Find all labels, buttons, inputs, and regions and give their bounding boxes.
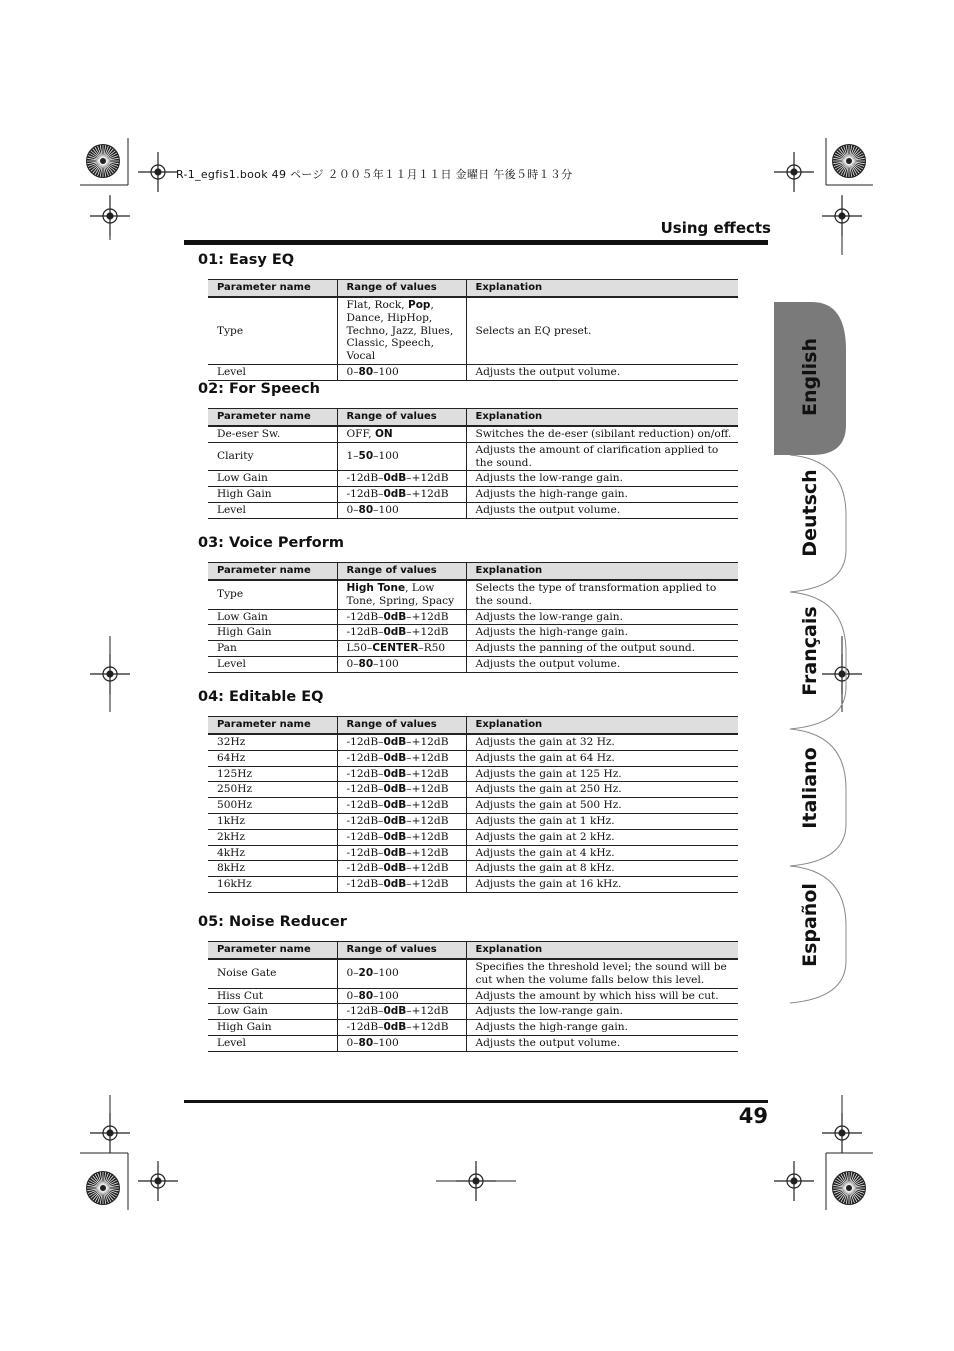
explanation-cell: Adjusts the gain at 500 Hz. <box>466 798 738 814</box>
column-header-explanation: Explanation <box>466 942 738 960</box>
explanation-cell: Specifies the threshold level; the sound will be cut when the volume falls below this level. <box>466 959 738 988</box>
explanation-cell: Selects the type of transformation applied to the sound. <box>466 580 738 609</box>
column-header-name: Parameter name <box>208 409 337 427</box>
range-values-cell: 1–50–100 <box>337 442 466 471</box>
parameter-name-cell: Level <box>208 364 337 380</box>
parameter-name-cell: 500Hz <box>208 798 337 814</box>
parameter-name-cell: Clarity <box>208 442 337 471</box>
table-row <box>208 829 738 845</box>
range-values-cell: -12dB–0dB–+12dB <box>337 734 466 750</box>
range-values-cell: -12dB–0dB–+12dB <box>337 487 466 503</box>
parameter-name-cell: Level <box>208 656 337 672</box>
section-title-voice-perform: 03: Voice Perform <box>198 535 345 551</box>
explanation-cell: Adjusts the gain at 16 kHz. <box>466 877 738 893</box>
parameter-table-easy-eq <box>208 279 738 381</box>
range-values-cell: -12dB–0dB–+12dB <box>337 782 466 798</box>
sunburst-mark-icon <box>832 144 866 178</box>
parameter-name-cell: 16kHz <box>208 877 337 893</box>
table-header-row <box>208 563 738 581</box>
range-values-cell: -12dB–0dB–+12dB <box>337 861 466 877</box>
explanation-cell: Adjusts the low-range gain. <box>466 609 738 625</box>
parameter-name-cell: 1kHz <box>208 813 337 829</box>
section-title-for-speech: 02: For Speech <box>198 381 320 397</box>
parameter-name-cell: Low Gain <box>208 471 337 487</box>
column-header-name: Parameter name <box>208 563 337 581</box>
parameter-name-cell: High Gain <box>208 487 337 503</box>
range-values-cell: -12dB–0dB–+12dB <box>337 750 466 766</box>
table-row <box>208 656 738 672</box>
table-row <box>208 442 738 471</box>
explanation-cell: Adjusts the gain at 8 kHz. <box>466 861 738 877</box>
range-values-cell: 0–80–100 <box>337 502 466 518</box>
parameter-name-cell: High Gain <box>208 625 337 641</box>
table-row <box>208 813 738 829</box>
parameter-table-noise-reducer <box>208 941 738 1052</box>
explanation-cell: Adjusts the high-range gain. <box>466 487 738 503</box>
explanation-cell: Switches the de-eser (sibilant reduction) on/off. <box>466 426 738 442</box>
table-row <box>208 502 738 518</box>
sunburst-mark-icon <box>86 1171 120 1205</box>
parameter-name-cell: Type <box>208 580 337 609</box>
range-values-cell: -12dB–0dB–+12dB <box>337 798 466 814</box>
table-row <box>208 625 738 641</box>
explanation-cell: Adjusts the gain at 1 kHz. <box>466 813 738 829</box>
explanation-cell: Selects an EQ preset. <box>466 297 738 364</box>
explanation-cell: Adjusts the low-range gain. <box>466 1004 738 1020</box>
explanation-cell: Adjusts the low-range gain. <box>466 471 738 487</box>
parameter-name-cell: Level <box>208 502 337 518</box>
explanation-cell: Adjusts the gain at 125 Hz. <box>466 766 738 782</box>
table-row <box>208 471 738 487</box>
parameter-name-cell: Noise Gate <box>208 959 337 988</box>
column-header-range: Range of values <box>337 717 466 735</box>
language-tab-espanol[interactable]: Español <box>799 883 821 967</box>
range-values-cell: -12dB–0dB–+12dB <box>337 1004 466 1020</box>
explanation-cell: Adjusts the output volume. <box>466 1035 738 1051</box>
range-values-cell: OFF, ON <box>337 426 466 442</box>
range-values-cell: High Tone, Low Tone, Spring, Spacy <box>337 580 466 609</box>
table-row <box>208 959 738 988</box>
table-row <box>208 782 738 798</box>
parameter-name-cell: Level <box>208 1035 337 1051</box>
language-tab-deutsch[interactable]: Deutsch <box>799 469 821 557</box>
table-row <box>208 845 738 861</box>
explanation-cell: Adjusts the output volume. <box>466 364 738 380</box>
language-tab-english[interactable]: English <box>799 338 821 416</box>
parameter-name-cell: High Gain <box>208 1020 337 1036</box>
section-title-noise-reducer: 05: Noise Reducer <box>198 914 347 930</box>
explanation-cell: Adjusts the gain at 250 Hz. <box>466 782 738 798</box>
column-header-name: Parameter name <box>208 717 337 735</box>
table-row <box>208 750 738 766</box>
explanation-cell: Adjusts the gain at 32 Hz. <box>466 734 738 750</box>
range-values-cell: -12dB–0dB–+12dB <box>337 609 466 625</box>
table-row <box>208 364 738 380</box>
parameter-name-cell: De-eser Sw. <box>208 426 337 442</box>
explanation-cell: Adjusts the output volume. <box>466 502 738 518</box>
explanation-cell: Adjusts the panning of the output sound. <box>466 641 738 657</box>
column-header-range: Range of values <box>337 409 466 427</box>
explanation-cell: Adjusts the amount of clarification applied to the sound. <box>466 442 738 471</box>
column-header-explanation: Explanation <box>466 563 738 581</box>
table-row <box>208 609 738 625</box>
parameter-name-cell: Hiss Cut <box>208 988 337 1004</box>
column-header-name: Parameter name <box>208 280 337 298</box>
range-values-cell: 0–20–100 <box>337 959 466 988</box>
column-header-range: Range of values <box>337 280 466 298</box>
range-values-cell: -12dB–0dB–+12dB <box>337 1020 466 1036</box>
table-row <box>208 426 738 442</box>
range-values-cell: 0–80–100 <box>337 656 466 672</box>
explanation-cell: Adjusts the high-range gain. <box>466 1020 738 1036</box>
range-values-cell: 0–80–100 <box>337 988 466 1004</box>
table-row <box>208 798 738 814</box>
table-row <box>208 988 738 1004</box>
parameter-name-cell: 64Hz <box>208 750 337 766</box>
table-row <box>208 487 738 503</box>
column-header-explanation: Explanation <box>466 280 738 298</box>
column-header-explanation: Explanation <box>466 717 738 735</box>
footer-rule <box>184 1100 768 1103</box>
explanation-cell: Adjusts the gain at 4 kHz. <box>466 845 738 861</box>
language-tab-italiano[interactable]: Italiano <box>799 747 821 829</box>
table-header-row <box>208 717 738 735</box>
table-row <box>208 1004 738 1020</box>
table-row <box>208 1020 738 1036</box>
range-values-cell: -12dB–0dB–+12dB <box>337 471 466 487</box>
table-row <box>208 1035 738 1051</box>
range-values-cell: -12dB–0dB–+12dB <box>337 766 466 782</box>
column-header-range: Range of values <box>337 563 466 581</box>
parameter-name-cell: 250Hz <box>208 782 337 798</box>
printer-slug-line: R-1_egfis1.book 49 ページ ２００５年１１月１１日 金曜日 午後５時１３分 <box>176 168 573 181</box>
range-values-cell: -12dB–0dB–+12dB <box>337 813 466 829</box>
explanation-cell: Adjusts the gain at 64 Hz. <box>466 750 738 766</box>
explanation-cell: Adjusts the gain at 2 kHz. <box>466 829 738 845</box>
range-values-cell: -12dB–0dB–+12dB <box>337 829 466 845</box>
table-row <box>208 580 738 609</box>
parameter-name-cell: 8kHz <box>208 861 337 877</box>
language-tabs <box>772 300 848 1005</box>
table-row <box>208 734 738 750</box>
sunburst-mark-icon <box>86 144 120 178</box>
table-row <box>208 861 738 877</box>
section-title-easy-eq: 01: Easy EQ <box>198 252 295 268</box>
parameter-table-editable-eq <box>208 716 738 893</box>
range-values-cell: 0–80–100 <box>337 364 466 380</box>
parameter-name-cell: 2kHz <box>208 829 337 845</box>
range-values-cell: -12dB–0dB–+12dB <box>337 877 466 893</box>
table-header-row <box>208 942 738 960</box>
table-row <box>208 297 738 364</box>
parameter-name-cell: Type <box>208 297 337 364</box>
table-row <box>208 877 738 893</box>
column-header-name: Parameter name <box>208 942 337 960</box>
explanation-cell: Adjusts the output volume. <box>466 656 738 672</box>
running-header: Using effects <box>660 219 771 237</box>
explanation-cell: Adjusts the amount by which hiss will be cut. <box>466 988 738 1004</box>
parameter-table-for-speech <box>208 408 738 519</box>
parameter-name-cell: 32Hz <box>208 734 337 750</box>
language-tab-francais[interactable]: Français <box>799 606 821 696</box>
parameter-table-voice-perform <box>208 562 738 673</box>
parameter-name-cell: 125Hz <box>208 766 337 782</box>
parameter-name-cell: Low Gain <box>208 1004 337 1020</box>
range-values-cell: 0–80–100 <box>337 1035 466 1051</box>
explanation-cell: Adjusts the high-range gain. <box>466 625 738 641</box>
table-row <box>208 641 738 657</box>
range-values-cell: -12dB–0dB–+12dB <box>337 625 466 641</box>
table-row <box>208 766 738 782</box>
table-header-row <box>208 409 738 427</box>
section-title-editable-eq: 04: Editable EQ <box>198 689 324 705</box>
range-values-cell: L50–CENTER–R50 <box>337 641 466 657</box>
page-number: 49 <box>738 1104 768 1128</box>
range-values-cell: Flat, Rock, Pop, Dance, HipHop, Techno, Jazz, Blues, Classic, Speech, Vocal <box>337 297 466 364</box>
sunburst-mark-icon <box>832 1171 866 1205</box>
range-values-cell: -12dB–0dB–+12dB <box>337 845 466 861</box>
header-rule <box>184 240 768 245</box>
column-header-range: Range of values <box>337 942 466 960</box>
parameter-name-cell: 4kHz <box>208 845 337 861</box>
column-header-explanation: Explanation <box>466 409 738 427</box>
parameter-name-cell: Pan <box>208 641 337 657</box>
parameter-name-cell: Low Gain <box>208 609 337 625</box>
table-header-row <box>208 280 738 298</box>
